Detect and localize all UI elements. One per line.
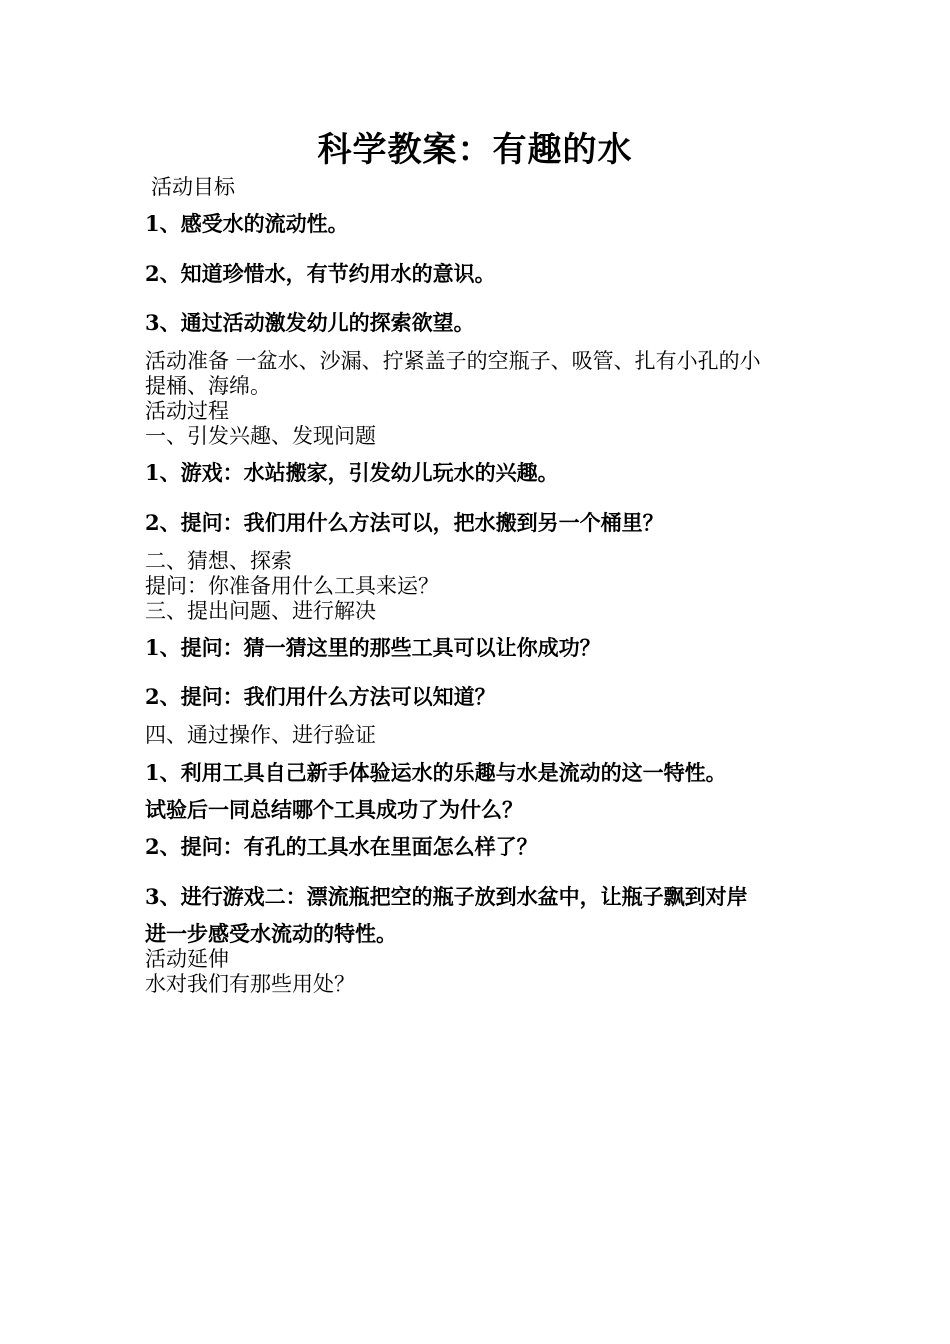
goal-item-3: 3、通过活动激发幼儿的探索欲望。 (145, 310, 475, 335)
document-title: 科学教案：有趣的水 (317, 130, 633, 170)
step-heading-4: 四、通过操作、进行验证 (145, 723, 376, 747)
preparation-line-2: 提桶、海绵。 (145, 374, 271, 398)
step-1-item-1: 1、游戏：水站搬家，引发幼儿玩水的兴趣。 (145, 460, 559, 485)
section-heading-process: 活动过程 (145, 399, 229, 423)
step-heading-2: 二、猜想、探索 (145, 549, 292, 573)
goal-item-2: 2、知道珍惜水，有节约用水的意识。 (145, 261, 496, 286)
step-heading-1: 一、引发兴趣、发现问题 (145, 424, 376, 448)
step-4-item-3-cont: 进一步感受水流动的特性。 (145, 921, 397, 946)
step-4-item-1-cont: 试验后一同总结哪个工具成功了为什么？ (145, 797, 523, 822)
step-2-question: 提问：你准备用什么工具来运？ (145, 574, 439, 598)
preparation-line-1: 活动准备 一盆水、沙漏、拧紧盖子的空瓶子、吸管、扎有小孔的小 (145, 349, 761, 373)
step-3-item-2: 2、提问：我们用什么方法可以知道？ (145, 684, 496, 709)
step-4-item-2: 2、提问：有孔的工具水在里面怎么样了？ (145, 834, 538, 859)
section-heading-extension: 活动延伸 (145, 947, 229, 971)
step-4-item-3: 3、进行游戏二：漂流瓶把空的瓶子放到水盆中，让瓶子飘到对岸 (145, 884, 748, 909)
step-1-item-2: 2、提问：我们用什么方法可以，把水搬到另一个桶里？ (145, 510, 664, 535)
step-4-item-1: 1、利用工具自己新手体验运水的乐趣与水是流动的这一特性。 (145, 760, 727, 785)
step-3-item-1: 1、提问：猜一猜这里的那些工具可以让你成功？ (145, 635, 601, 660)
extension-question: 水对我们有那些用处？ (145, 972, 355, 996)
goal-item-1: 1、感受水的流动性。 (145, 211, 349, 236)
step-heading-3: 三、提出问题、进行解决 (145, 599, 376, 623)
section-heading-goals: 活动目标 (151, 175, 235, 199)
